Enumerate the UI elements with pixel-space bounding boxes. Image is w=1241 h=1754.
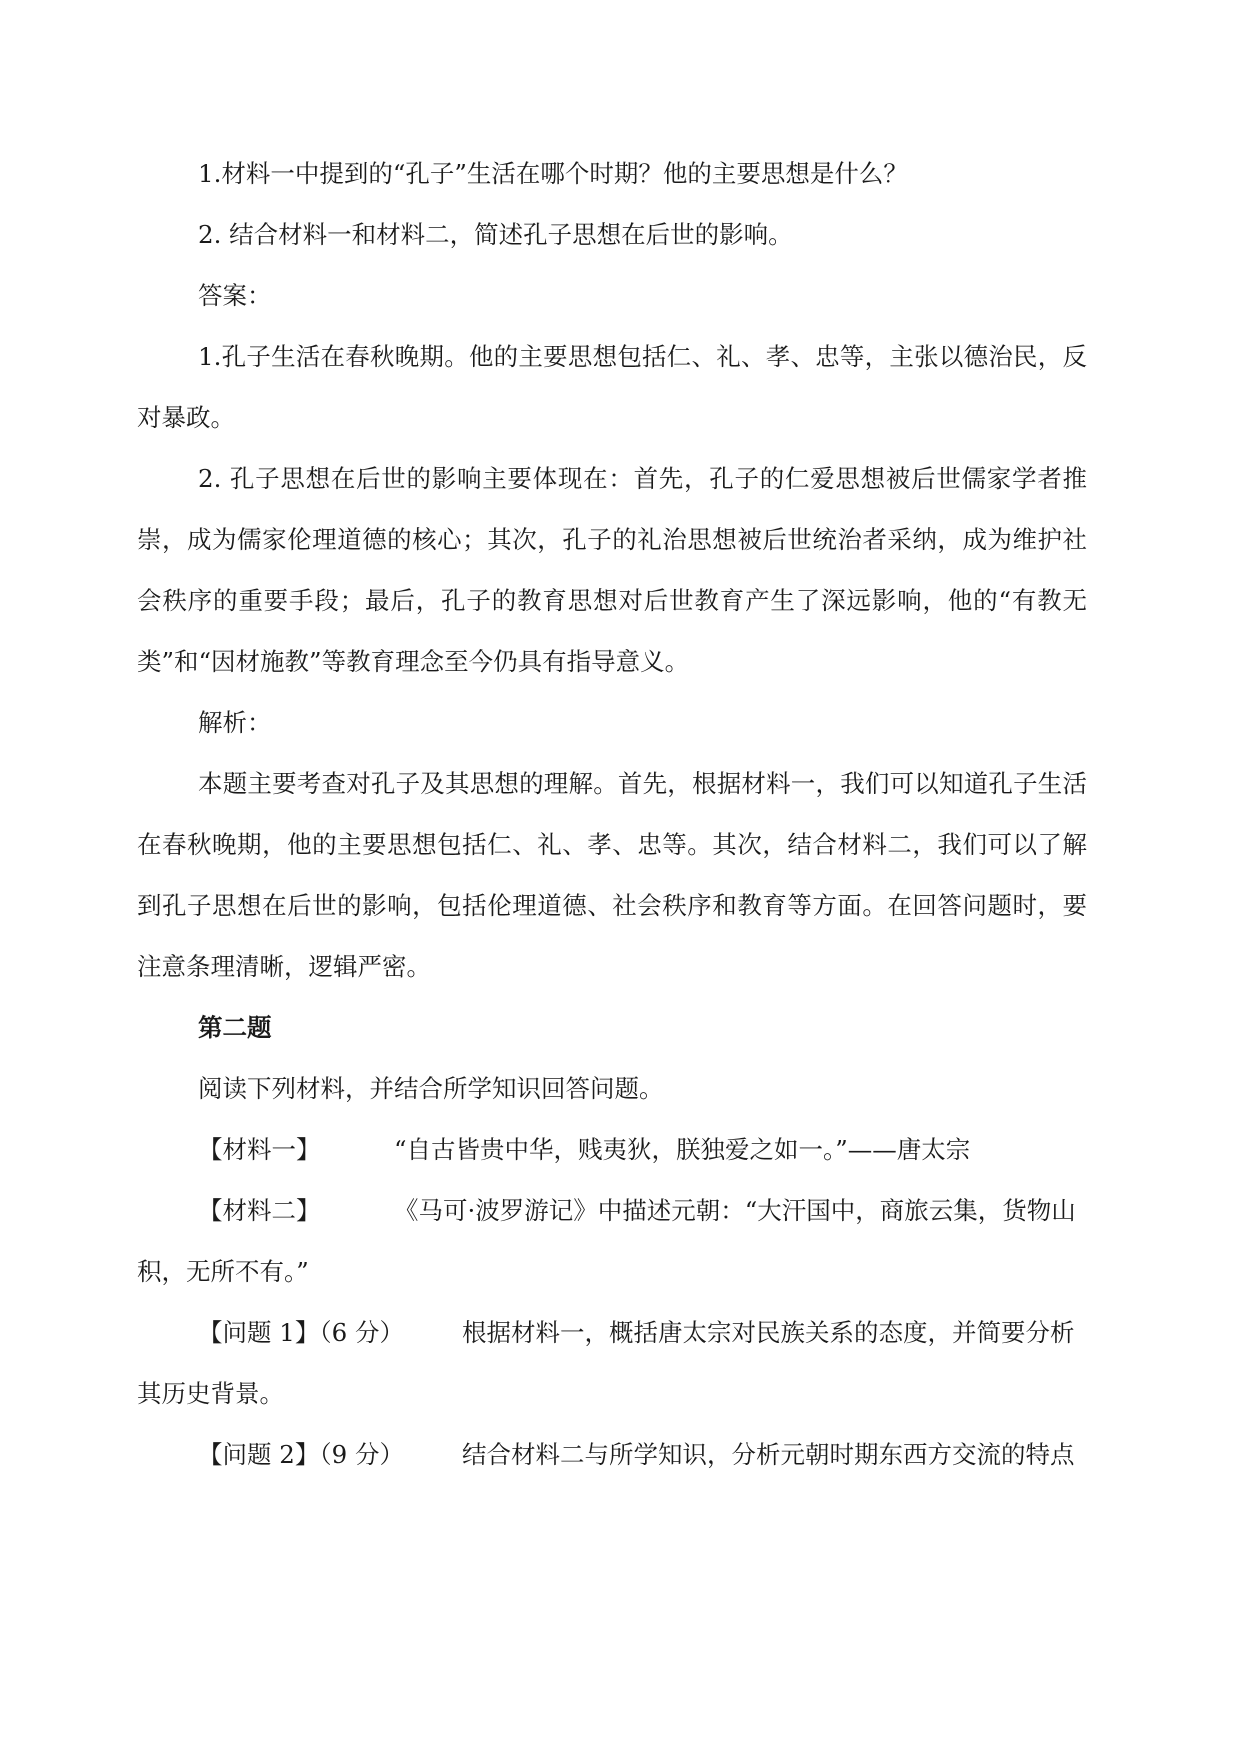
material-2-text-line-2: 积，无所不有。” xyxy=(137,1257,309,1286)
question-2-text: 2. 结合材料一和材料二，简述孔子思想在后世的影响。 xyxy=(198,220,793,249)
material-1-text: “自古皆贵中华，贱夷狄，朕独爱之如一。”——唐太宗 xyxy=(394,1135,971,1164)
question-block-1-tag: 【问题 1】（6 分） xyxy=(198,1318,405,1347)
material-1-tag: 【材料一】 xyxy=(198,1135,321,1164)
answer-label: 答案： xyxy=(198,281,272,310)
material-1 xyxy=(137,1119,1087,1180)
material-2-text-line-1: 《马可·波罗游记》中描述元朝：“大汗国中，商旅云集，货物山 xyxy=(394,1196,1076,1225)
question-block-1 xyxy=(137,1302,1087,1424)
analysis-text: 本题主要考查对孔子及其思想的理解。首先，根据材料一，我们可以知道孔子生活在春秋晚期，他的主要思想包括仁、礼、孝、忠等。其次，结合材料二，我们可以了解到孔子思想在后世的影响，包括伦理道德、社会秩序和教育等方面。在回答问题时，要注意条理清晰，逻辑严密。 xyxy=(137,769,1087,981)
section-heading: 第二题 xyxy=(198,1013,272,1042)
question-block-2-tag: 【问题 2】（9 分） xyxy=(198,1440,405,1469)
analysis-label: 解析： xyxy=(198,708,272,737)
question-block-1-text-line-2: 其历史背景。 xyxy=(137,1379,284,1408)
question-1-text: 1.材料一中提到的“孔子”生活在哪个时期？他的主要思想是什么？ xyxy=(198,159,908,188)
material-2-tag: 【材料二】 xyxy=(198,1196,321,1225)
question-block-2-text: 结合材料二与所学知识，分析元朝时期东西方交流的特点 xyxy=(462,1440,1075,1469)
question-block-1-text-line-1: 根据材料一，概括唐太宗对民族关系的态度，并简要分析 xyxy=(462,1318,1075,1347)
document-body xyxy=(137,143,1087,1485)
instruction-text: 阅读下列材料，并结合所学知识回答问题。 xyxy=(198,1074,664,1103)
material-2 xyxy=(137,1180,1087,1302)
question-block-2 xyxy=(137,1424,1087,1485)
answer-2-text: 2. 孔子思想在后世的影响主要体现在：首先，孔子的仁爱思想被后世儒家学者推崇，成为儒家伦理道德的核心；其次，孔子的礼治思想被后世统治者采纳，成为维护社会秩序的重要手段；最后，孔子的教育思想对后世教育产生了深远影响，他的“有教无类”和“因材施教”等教育理念至今仍具有指导意义。 xyxy=(137,464,1087,676)
answer-1-text: 1.孔子生活在春秋晚期。他的主要思想包括仁、礼、孝、忠等，主张以德治民，反对暴政。 xyxy=(137,342,1087,432)
